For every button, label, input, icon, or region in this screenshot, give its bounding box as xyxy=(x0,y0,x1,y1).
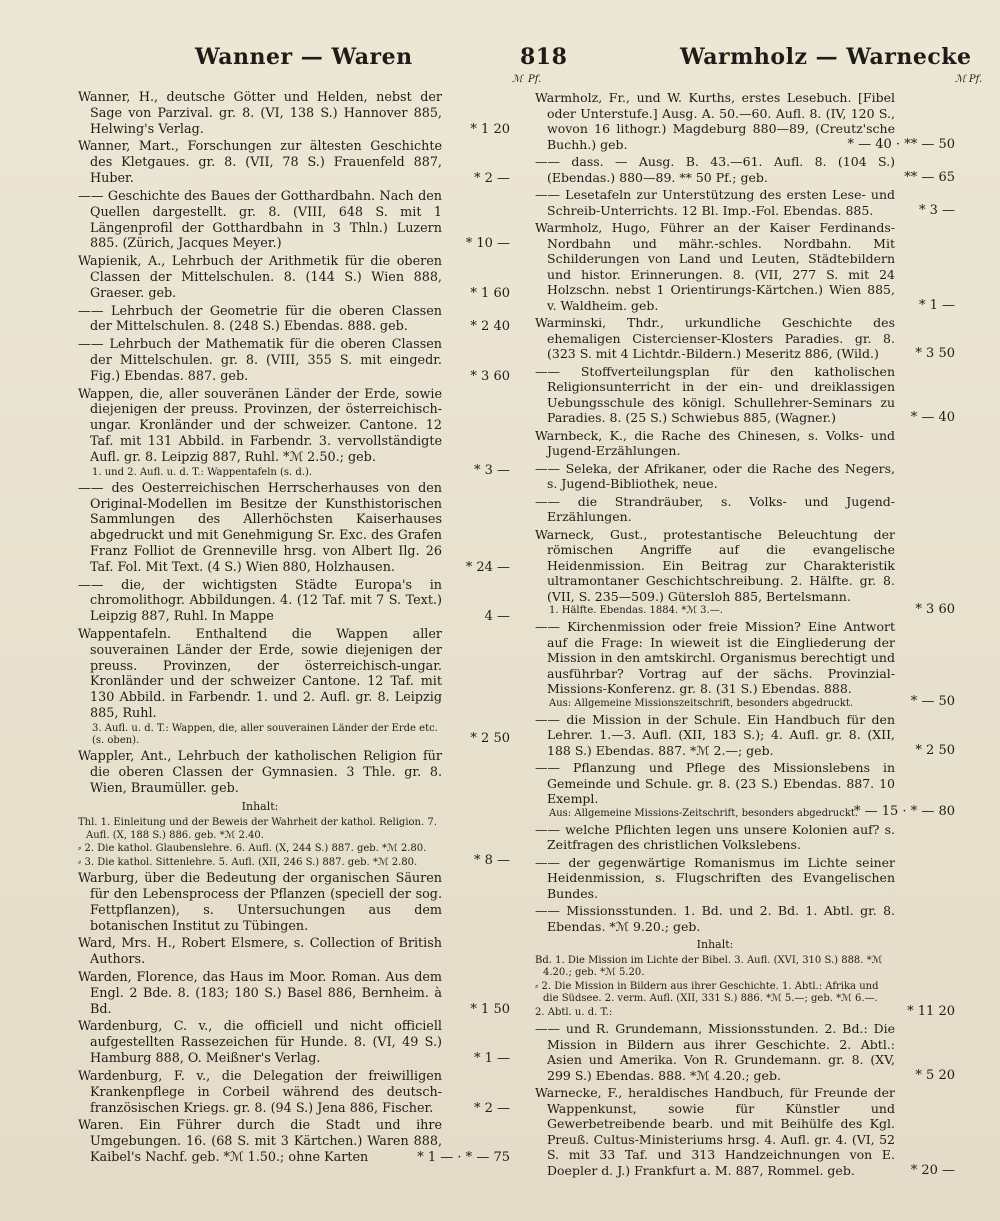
unit-pf-left: Pf. xyxy=(528,74,542,85)
catalog-entry xyxy=(78,1118,510,1165)
entry-price: * — 50 xyxy=(910,694,955,709)
entry-text: —— Geschichte des Baues der Gotthardbahn. Nach den Quellen dargestellt. gr. 8. (VIII, 648 S. mit 1 Längenprofil der Gotthardbahn in 3 Thln.) Luzern 885. (Zürich, Jacques Meyer.) xyxy=(78,188,442,252)
catalog-entry xyxy=(535,315,955,362)
entry-text: Warneck, Gust., protestantische Beleuchtung der römischen Angriffe auf die evangelische Heidenmission. Ein Beitrag zur Charakteristik ultramontaner Geschichtschreibung. 2. Hälfte. gr. 8. (VII, S. 235—509.) Gütersloh 885, Bertelsmann. xyxy=(535,526,895,604)
catalog-entry xyxy=(78,337,510,384)
entry-price: 4 — xyxy=(484,609,510,625)
entry-price: * — 15 · * — 80 xyxy=(853,804,955,819)
unit-right: ℳ Pf. xyxy=(955,74,983,85)
entry-price: * 1 20 xyxy=(470,121,510,137)
entry-note: 1. Hälfte. Ebendas. 1884. *ℳ 3.—. xyxy=(549,605,723,616)
catalog-entry xyxy=(78,871,510,934)
catalog-entry xyxy=(535,526,955,618)
catalog-entry xyxy=(78,189,510,252)
entry-price: * 2 40 xyxy=(470,319,510,335)
left-column xyxy=(78,90,510,1168)
entry-text: —— Stoffverteilungsplan für den katholischen Religionsunterricht in der ein- und dreiklassigen Uebungsschule des königl. Schullehrer-Seminars zu Paradies. 8. (25 S.) Schwiebus 885, (Wagner.) xyxy=(535,363,895,425)
catalog-entry xyxy=(78,1019,510,1066)
catalog-entry xyxy=(535,363,955,426)
entry-text: —— Pflanzung und Pflege des Missionslebens in Gemeinde und Schule. gr. 8. (23 S.) Ebendas. 887. 10 Exempl. xyxy=(535,760,895,806)
entry-subhead: Inhalt: xyxy=(241,800,279,814)
entry-price: * 3 50 xyxy=(915,346,955,361)
page-number: 818 xyxy=(520,44,568,70)
catalog-entry xyxy=(78,481,510,576)
entry-price: * 3 60 xyxy=(470,368,510,384)
catalog-entry xyxy=(535,461,947,492)
entry-price: * — 40 xyxy=(910,410,955,425)
entry-text: Waren. Ein Führer durch die Stadt und ihre Umgebungen. 16. (68 S. mit 3 Kärtchen.) Waren 888, Kaibel's Nachf. geb. *ℳ 1.50.; ohne Karten xyxy=(78,1118,442,1165)
entry-price: * 3 — xyxy=(918,202,955,218)
entry-price: * 1 — xyxy=(473,1051,510,1067)
entry-price: * 5 20 xyxy=(915,1067,955,1083)
catalog-entry xyxy=(78,627,510,747)
entry-text: —— des Oesterreichischen Herrscherhauses von den Original-Modellen im Besitze der Kunsthistorischen Sammlungen des Allerhöchsten Kaiserhauses abgedruckt und mit Genehmigung Sr. Exc. des Grafen Franz Folliot de Grenneville hrsg. von Albert Ilg. 26 Taf. Fol. Mit Text. (4 S.) Wien 880, Holzhausen. xyxy=(78,480,442,575)
entry-text: Warnbeck, K., die Rache des Chinesen, s. Volks- und Jugend-Erzählungen. xyxy=(535,427,895,458)
entry-text: —— Kirchenmission oder freie Mission? Eine Antwort auf die Frage: In wieweit ist die Eingliederung der Mission in den amtskirchl. Organismus berechtigt und ausführbar? Vortrag auf der sächs. Provinzial-Missions-Konferenz. gr. 8. (31 S.) Ebendas. 888. xyxy=(535,619,895,696)
entry-text: Wappler, Ant., Lehrbuch der katholischen Religion für die oberen Classen der Gymnasien. 3 Thle. gr. 8. Wien, Braumüller. geb. xyxy=(78,748,442,796)
entry-price: * 2 50 xyxy=(470,731,510,747)
entry-text: —— die Mission in der Schule. Ein Handbuch für den Lehrer. 1.—3. Aufl. (XII, 183 S.); 4. Aufl. gr. 8. (XII, 188 S.) Ebendas. 887. *ℳ 2.—; geb. xyxy=(535,711,895,758)
entry-price: * 11 20 xyxy=(907,1003,955,1019)
entry-subitem: ⸗ 3. Die kathol. Sittenlehre. 5. Aufl. (XII, 246 S.) 887. geb. *ℳ 2.80. xyxy=(78,856,418,868)
entry-subhead: Inhalt: xyxy=(696,938,734,951)
entry-text: Warmholz, Fr., und W. Kurths, erstes Lesebuch. [Fibel oder Unterstufe.] Ausg. A. 50.—60. Aufl. 8. (IV, 120 S., wovon 16 lithogr.) Magdeburg 880—89, (Creutz'sche Buchh.) geb. xyxy=(535,90,895,152)
header-left: Wanner — Waren xyxy=(195,44,413,70)
entry-text: Warmholz, Hugo, Führer an der Kaiser Ferdinands-Nordbahn und mähr.-schles. Nordbahn. Mit Schilderungen von Land und Leuten, Städtebildern und histor. Erinnerungen. 8. (VII, 277 S. mit 24 Holzschn. nebst 1 Orientirungs-Kärtchen.) Wien 885, v. Waldheim. geb. xyxy=(535,220,895,313)
entry-note: 3. Aufl. u. d. T.: Wappen, die, aller souverainen Länder der Erde etc. (s. oben). xyxy=(92,722,438,746)
catalog-entry xyxy=(78,749,510,869)
entry-price: * 20 — xyxy=(910,1162,955,1178)
entry-text: Wardenburg, F. v., die Delegation der freiwilligen Krankenpflege in Corbeil während des deutsch-französischen Kriegs. gr. 8. (94 S.) Jena 886, Fischer. xyxy=(78,1068,442,1116)
catalog-entry xyxy=(535,428,947,459)
catalog-entry xyxy=(535,220,955,313)
entry-price: * 2 — xyxy=(473,1100,510,1116)
entry-text: Warburg, über die Bedeutung der organischen Säuren für den Lebensprocess der Pflanzen (speciell der sog. Fettpflanzen), s. Untersuchungen aus dem botanischen Institut zu Tübingen. xyxy=(78,871,442,934)
entry-note: Aus: Allgemeine Missionszeitschrift, besonders abgedruckt. xyxy=(549,697,854,709)
catalog-entry xyxy=(78,970,510,1017)
catalog-entry xyxy=(78,254,510,301)
catalog-entry xyxy=(78,304,510,336)
entry-text: —— dass. — Ausg. B. 43.—61. Aufl. 8. (104 S.) (Ebendas.) 880—89. ** 50 Pf.; geb. xyxy=(535,154,895,185)
entry-price: * 1 — xyxy=(918,297,955,313)
catalog-entry xyxy=(535,187,955,218)
entry-price: * 1 50 xyxy=(470,1001,510,1017)
catalog-entry xyxy=(535,90,955,152)
entry-text: Wapienik, A., Lehrbuch der Arithmetik für die oberen Classen der Mittelschulen. 8. (144 S.) Wien 888, Graeser. geb. xyxy=(78,254,442,301)
entry-note: 1. und 2. Aufl. u. d. T.: Wappentafeln (s. d.). xyxy=(92,466,313,478)
entry-text: —— Lehrbuch der Geometrie für die oberen Classen der Mittelschulen. 8. (248 S.) Ebendas. 888. geb. xyxy=(78,303,442,335)
catalog-entry xyxy=(78,1069,510,1116)
header-right: Warmholz — Warnecke xyxy=(680,44,972,70)
entry-text: —— der gegenwärtige Romanismus im Lichte seiner Heidenmission, s. Flugschriften des Evangelischen Bundes. xyxy=(535,854,895,901)
entry-text: —— die, der wichtigsten Städte Europa's in chromolithogr. Abbildungen. 4. (12 Taf. mit 7 S. Text.) Leipzig 887, Ruhl. In Mappe xyxy=(78,577,442,625)
entry-text: Wappentafeln. Enthaltend die Wappen aller souverainen Länder der Erde, sowie diejenigen der preuss. Provinzen, der österreichisch-ungar. Kronländer und der schweizer Cantone. 12 Taf. mit 130 Abbild. in Farbendr. 1. und 2. Aufl. gr. 8. Leipzig 885, Ruhl. xyxy=(78,627,442,722)
entry-price: * 3 — xyxy=(473,462,510,478)
entry-text: —— Missionsstunden. 1. Bd. und 2. Bd. 1. Abtl. gr. 8. Ebendas. *ℳ 9.20.; geb. xyxy=(535,903,895,934)
unit-mark-left: ℳ xyxy=(512,74,523,85)
entry-price: * 24 — xyxy=(465,559,510,575)
catalog-entry xyxy=(535,903,955,1019)
catalog-entry xyxy=(535,154,955,185)
entry-price: * 3 60 xyxy=(915,601,955,617)
catalog-entry xyxy=(78,936,510,968)
entry-price: * 1 60 xyxy=(470,285,510,301)
catalog-entry xyxy=(535,619,955,710)
entry-text: Wappen, die, aller souveränen Länder der Erde, sowie diejenigen der preuss. Provinzen, der österreichisch-ungar. Kronländer und der schweizer. Cantone. 12 Taf. mit 131 Abbild. in Farbendr. 3. vervollständigte Aufl. gr. 8. Leipzig 887, Ruhl. *ℳ 2.50.; geb. xyxy=(78,386,442,465)
entry-text: Wardenburg, C. v., die officiell und nicht officiell aufgestellten Rassezeichen für Hunde. 8. (VI, 49 S.) Hamburg 888, O. Meißner's Verlag. xyxy=(78,1019,442,1067)
right-column xyxy=(535,90,955,1180)
entry-subitem: ⸗ 2. Die kathol. Glaubenslehre. 6. Aufl. (X, 244 S.) 887. geb. *ℳ 2.80. xyxy=(78,843,427,855)
catalog-entry xyxy=(78,387,510,479)
entry-price: * 10 — xyxy=(465,236,510,252)
catalog-entry xyxy=(78,578,510,625)
entry-subitem: 2. Abtl. u. d. T.: xyxy=(535,1006,613,1018)
entry-text: Warminski, Thdr., urkundliche Geschichte des ehemaligen Cistercienser-Klosters Paradies. gr. 8. (323 S. mit 4 Lichtdr.-Bildern.) Meseritz 886, (Wild.) xyxy=(535,315,895,361)
catalog-entry xyxy=(535,1085,955,1178)
entry-text: Wanner, H., deutsche Götter und Helden, nebst der Sage von Parzival. gr. 8. (VI, 138 S.) Hannover 885, Helwing's Verlag. xyxy=(78,90,442,137)
catalog-entry xyxy=(535,494,947,525)
entry-text: —— die Strandräuber, s. Volks- und Jugend-Erzählungen. xyxy=(535,493,895,524)
entry-text: —— Lehrbuch der Mathematik für die oberen Classen der Mittelschulen. gr. 8. (VIII, 355 S. mit eingedr. Fig.) Ebendas. 887. geb. xyxy=(78,337,442,384)
catalog-entry xyxy=(535,711,955,759)
catalog-entry xyxy=(78,90,510,137)
entry-price: * 8 — xyxy=(473,853,510,869)
catalog-entry xyxy=(535,822,947,853)
catalog-entry xyxy=(535,855,947,902)
entry-text: Warden, Florence, das Haus im Moor. Roman. Aus dem Engl. 2 Bde. 8. (183; 180 S.) Basel 886, Bernheim. à Bd. xyxy=(78,970,442,1017)
entry-subitem: ⸗ 2. Die Mission in Bildern aus ihrer Geschichte. 1. Abtl.: Afrika und die Südsee. 2. verm. Aufl. (XII, 331 S.) 886. *ℳ 5.—; geb. *ℳ 6.—. xyxy=(535,980,879,1004)
entry-note: Aus: Allgemeine Missions-Zeitschrift, besonders abgedruckt. xyxy=(549,807,859,819)
entry-text: —— welche Pflichten legen uns unsere Kolonien auf? s. Zeitfragen des christlichen Volkslebens. xyxy=(535,821,895,852)
entry-text: —— Seleka, der Afrikaner, oder die Rache des Negers, s. Jugend-Bibliothek, neue. xyxy=(535,460,895,491)
entry-price: * — 40 · ** — 50 xyxy=(847,136,955,152)
entry-text: Ward, Mrs. H., Robert Elsmere, s. Collection of British Authors. xyxy=(78,936,442,968)
entry-price: * 2 50 xyxy=(915,742,955,758)
entry-text: —— Lesetafeln zur Unterstützung des ersten Lese- und Schreib-Unterrichts. 12 Bl. Imp.-Fol. Ebendas. 885. xyxy=(535,187,895,218)
entry-text: —— und R. Grundemann, Missionsstunden. 2. Bd.: Die Mission in Bildern aus ihrer Geschichte. 2. Abtl.: Asien und Amerika. Von R. Grundemann. gr. 8. (XV, 299 S.) Ebendas. 888. *ℳ 4.20.; geb. xyxy=(535,1021,895,1083)
entry-price: * 2 — xyxy=(473,171,510,187)
catalog-entry xyxy=(535,1021,955,1083)
entry-price: * 1 — · * — 75 xyxy=(417,1149,510,1165)
entry-price: ** — 65 xyxy=(904,169,955,185)
catalog-entry xyxy=(78,139,510,186)
catalog-entry xyxy=(535,760,955,820)
entry-subitem: Bd. 1. Die Mission im Lichte der Bibel. 3. Aufl. (XVI, 310 S.) 888. *ℳ 4.20.; geb. *ℳ 5.20. xyxy=(535,954,883,978)
entry-text: Wanner, Mart., Forschungen zur ältesten Geschichte des Kletgaues. gr. 8. (VII, 78 S.) Frauenfeld 887, Huber. xyxy=(78,139,442,187)
entry-subitem: Thl. 1. Einleitung und der Beweis der Wahrheit der kathol. Religion. 7. Aufl. (X, 188 S.) 886. geb. *ℳ 2.40. xyxy=(78,817,437,841)
entry-text: Warnecke, F., heraldisches Handbuch, für Freunde der Wappenkunst, sowie für Künstler und Gewerbetreibende bearb. und mit Beihülfe des Kgl. Preuß. Cultus-Ministeriums hrsg. 4. Aufl. gr. 4. (VI, 52 S. mit 33 Taf. und 313 Handzeichnungen von E. Doepler d. J.) Frankfurt a. M. 887, Rommel. geb. xyxy=(535,1085,895,1178)
